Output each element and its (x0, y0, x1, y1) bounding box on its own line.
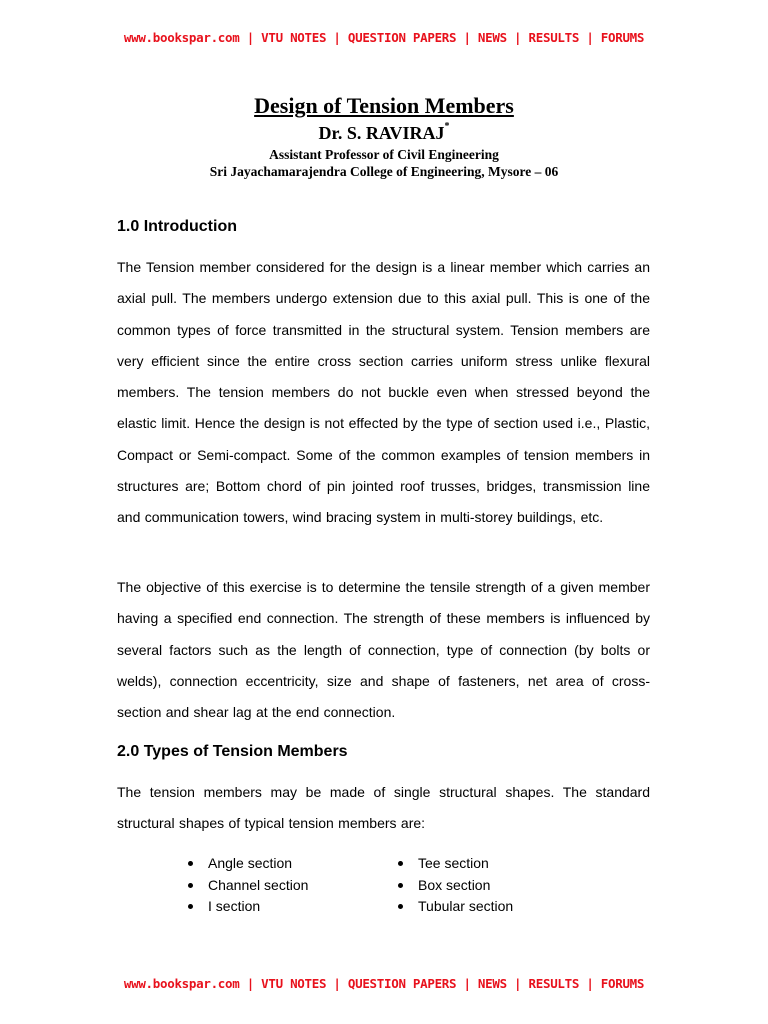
list-item: Tubular section (398, 896, 513, 918)
author-footnote-mark: * (444, 121, 450, 132)
section-heading-introduction: 1.0 Introduction (117, 218, 237, 235)
author-name (0, 120, 768, 146)
bullet-list-right (398, 853, 513, 918)
bullet-list-left (188, 853, 308, 918)
list-item: Box section (398, 875, 513, 897)
list-item: Angle section (188, 853, 308, 875)
site-banner-top: www.bookspar.com | VTU NOTES | QUESTION PAPERS | NEWS | RESULTS | FORUMS (123, 30, 645, 45)
list-item: Tee section (398, 853, 513, 875)
title-block (0, 92, 768, 180)
section-heading-types: 2.0 Types of Tension Members (117, 743, 348, 760)
list-item: I section (188, 896, 308, 918)
author-name-text: Dr. S. RAVIRAJ (318, 123, 445, 143)
document-title: Design of Tension Members (254, 93, 514, 118)
author-institution: Sri Jayachamarajendra College of Engineering, Mysore – 06 (209, 164, 559, 179)
list-item: Channel section (188, 875, 308, 897)
site-banner-bottom: www.bookspar.com | VTU NOTES | QUESTION PAPERS | NEWS | RESULTS | FORUMS (123, 976, 645, 991)
author-position: Assistant Professor of Civil Engineering (269, 147, 499, 162)
paragraph-introduction-1: The Tension member considered for the design is a linear member which carries an axial pull. The members undergo extension due to this axial pull. This is one of the common types of force transmitted in the structural system. Tension members are very efficient since the entire cross section carries uniform stress unlike flexural members. The tension members do not buckle even when stressed beyond the elastic limit. Hence the design is not effected by the type of section used i.e., Plastic, Compact or Semi-compact. Some of the common examples of tension members in structures are; Bottom chord of pin jointed roof trusses, bridges, transmission line and communication towers, wind bracing system in multi-storey buildings, etc. (117, 259, 650, 526)
paragraph-introduction-2: The objective of this exercise is to determine the tensile strength of a given member having a specified end connection. The strength of these members is influenced by several factors such as the length of connection, type of connection (by bolts or welds), connection eccentricity, size and shape of fasteners, net area of cross-section and shear lag at the end connection. (117, 579, 650, 721)
paragraph-types-1: The tension members may be made of single structural shapes. The standard structural shapes of typical tension members are: (117, 784, 650, 832)
